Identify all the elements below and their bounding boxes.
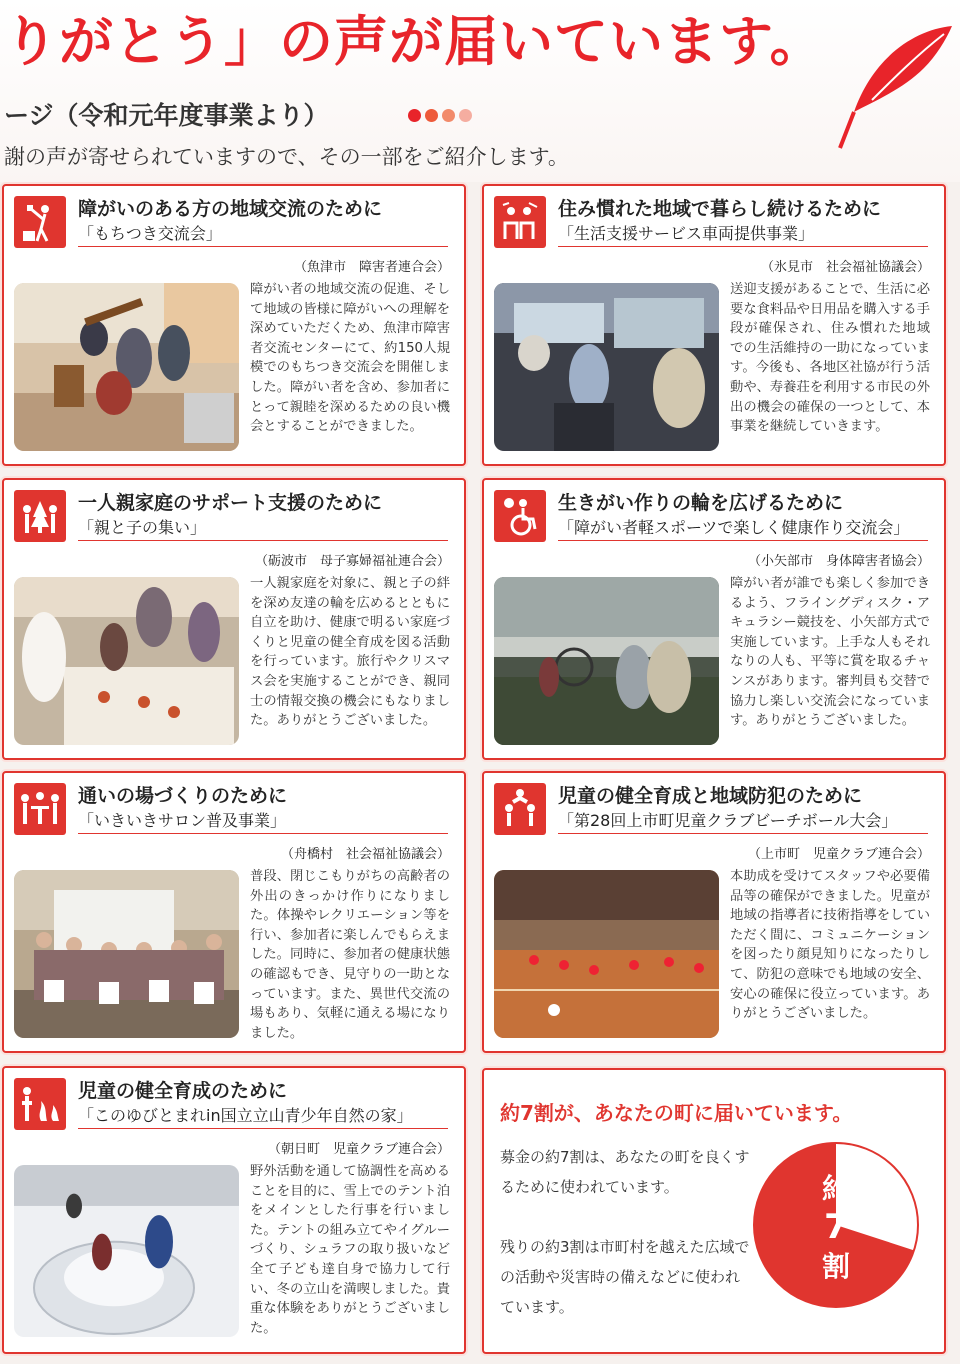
intro-text: 謝の声が寄せられていますので、その一部をご紹介します。: [4, 145, 569, 169]
flying-disc-gym-photo: [494, 577, 719, 745]
divider: [558, 246, 928, 247]
ratio-box: [482, 1068, 946, 1354]
red-feather-icon: [832, 20, 958, 150]
card-beach-ball: [482, 771, 946, 1053]
ratio-paragraph-regional: 残りの約3割は市町村を越えた広域での活動や災害時の備えなどに使われています。: [500, 1238, 750, 1316]
salon-group-photo: [14, 870, 239, 1038]
vehicle-passengers-photo: [494, 283, 719, 451]
card-organization: （朝日町 児童クラブ連合会）: [267, 1142, 450, 1157]
pie-label-1: 約: [821, 1172, 851, 1205]
snow-igloo-photo: [14, 1165, 239, 1337]
card-organization: （砺波市 母子寡婦福祉連合会）: [254, 554, 450, 569]
card-project: 「第28回上市町児童クラブビーチボール大会」: [558, 811, 898, 830]
card-body: 普段、閉じこもりがちの高齢者の外出のきっかけ作りになりました。体操やレクリエーション等を行い、参加者に楽しんでもらえました。同時に、参加者の健康状態の確認もでき、見守りの一助となっています。また、異世代交流の場もあり、気軽に通える場になりました。: [250, 869, 450, 1041]
card-title: 一人親家庭のサポート支援のために: [78, 492, 383, 514]
card-organization: （魚津市 障害者連合会）: [293, 260, 450, 275]
card-light-sports: [482, 478, 946, 760]
dot-1: [408, 109, 421, 122]
card-nature-camp: [2, 1066, 466, 1354]
card-organization: （氷見市 社会福祉協議会）: [760, 260, 930, 275]
dot-4: [459, 109, 472, 122]
card-title: 児童の健全育成と地域防犯のために: [558, 785, 863, 807]
children-campfire-icon: [14, 1078, 66, 1130]
divider: [78, 540, 448, 541]
card-mochi-exchange: [2, 184, 466, 466]
card-title: 通いの場づくりのために: [78, 785, 288, 807]
card-project: 「いきいきサロン普及事業」: [78, 811, 287, 830]
card-project: 「このゆびとまれin国立立山青少年自然の家」: [78, 1106, 413, 1125]
card-project: 「生活支援サービス車両提供事業」: [558, 224, 815, 243]
mochi-pounding-event-photo: [14, 283, 239, 451]
divider: [558, 833, 928, 834]
parent-child-cooking-photo: [14, 577, 239, 745]
card-salon: [2, 771, 466, 1053]
mochi-pounding-icon: [14, 196, 66, 248]
header-banner: [0, 0, 960, 182]
dot-2: [425, 109, 438, 122]
card-organization: （上市町 児童クラブ連合会）: [747, 847, 930, 862]
pie-label-3: 割: [821, 1250, 851, 1283]
card-single-parent-support: [2, 478, 466, 760]
share-pie-chart: [751, 1140, 921, 1310]
card-body: 一人親家庭を対象に、親と子の絆を深め友達の輪を広めるとともに自立を助け、健康で明るい家庭づくりと児童の健全育成を図る活動を行っています。旅行やクリスマス会を実施することができ、親同士の情報交換の機会にもなりました。ありがとうございました。: [250, 576, 450, 729]
card-body: 障がい者の地域交流の促進、そして地域の皆様に障がいへの理解を深めていただくため、魚津市障害者交流センターにて、約150人規模でのもちつき交流会を開催しました。障がい者を含め、参加者にとって親睦を深めるための良い機会とすることができました。: [250, 282, 450, 435]
decorative-dots: [408, 109, 472, 122]
divider: [78, 833, 448, 834]
car-seats-icon: [494, 196, 546, 248]
salon-table-icon: [14, 783, 66, 835]
card-vehicle-support: [482, 184, 946, 466]
beach-ball-tournament-photo: [494, 870, 719, 1038]
card-body: 障がい者が誰でも楽しく参加できるよう、フライングディスク・アキュラシー競技を、小矢部方式で実施しています。上手な人もそれなりの人も、平等に賞を取るチャンスがあります。審判員も交替で協力し楽しい交流会になっています。ありがとうございました。: [730, 576, 930, 729]
pie-label-2: 7: [824, 1207, 848, 1247]
subheading: ージ（令和元年度事業より）: [4, 101, 329, 130]
family-tree-icon: [14, 490, 66, 542]
card-organization: （小矢部市 身体障害者協会）: [747, 554, 930, 569]
dot-3: [442, 109, 455, 122]
card-project: 「もちつき交流会」: [78, 224, 222, 243]
card-title: 生きがい作りの輪を広げるために: [558, 492, 844, 514]
card-body: 送迎支援があることで、生活に必要な食料品や日用品を購入する手段が確保され、住み慣れた地域での生活維持の一助になっています。今後も、各地区社協が行う活動や、寿養荘を利用する市民の外出の機会の確保の一つとして、本事業を継続していきます。: [730, 282, 930, 435]
card-title: 児童の健全育成のために: [78, 1080, 288, 1102]
card-project: 「親と子の集い」: [78, 518, 207, 537]
card-organization: （舟橋村 社会福祉協議会）: [280, 847, 450, 862]
card-title: 障がいのある方の地域交流のために: [78, 198, 383, 220]
ratio-paragraph-local: 募金の約7割は、あなたの町を良くするために使われています。: [500, 1148, 750, 1196]
card-body: 野外活動を通して協調性を高めることを目的に、雪上でのテント泊をメインとした行事を行いました。テントの組み立てやイグルーづくり、シュラフの取り扱いなど全て子ども達自身で協力して行い、冬の立山を満喫しました。貴重な体験をありがとうございました。: [250, 1164, 450, 1336]
card-title: 住み慣れた地域で暮らし続けるために: [558, 198, 882, 220]
wheelchair-ball-icon: [494, 490, 546, 542]
children-ball-icon: [494, 783, 546, 835]
card-body: 本助成を受けてスタッフや必要備品等の確保ができました。児童が地域の指導者に技術指導をしていただく間に、コミュニケーションを図ったり顔見知りになったりして、防犯の意味でも地域の安全、安心の確保に役立っています。ありがとうございました。: [730, 869, 930, 1022]
card-project: 「障がい者軽スポーツで楽しく健康作り交流会」: [558, 518, 910, 537]
headline: りがとう」の声が届いています。: [4, 10, 825, 73]
ratio-title: 約7割が、あなたの町に届いています。: [500, 1101, 853, 1125]
divider: [558, 540, 928, 541]
divider: [78, 1128, 448, 1129]
divider: [78, 246, 448, 247]
